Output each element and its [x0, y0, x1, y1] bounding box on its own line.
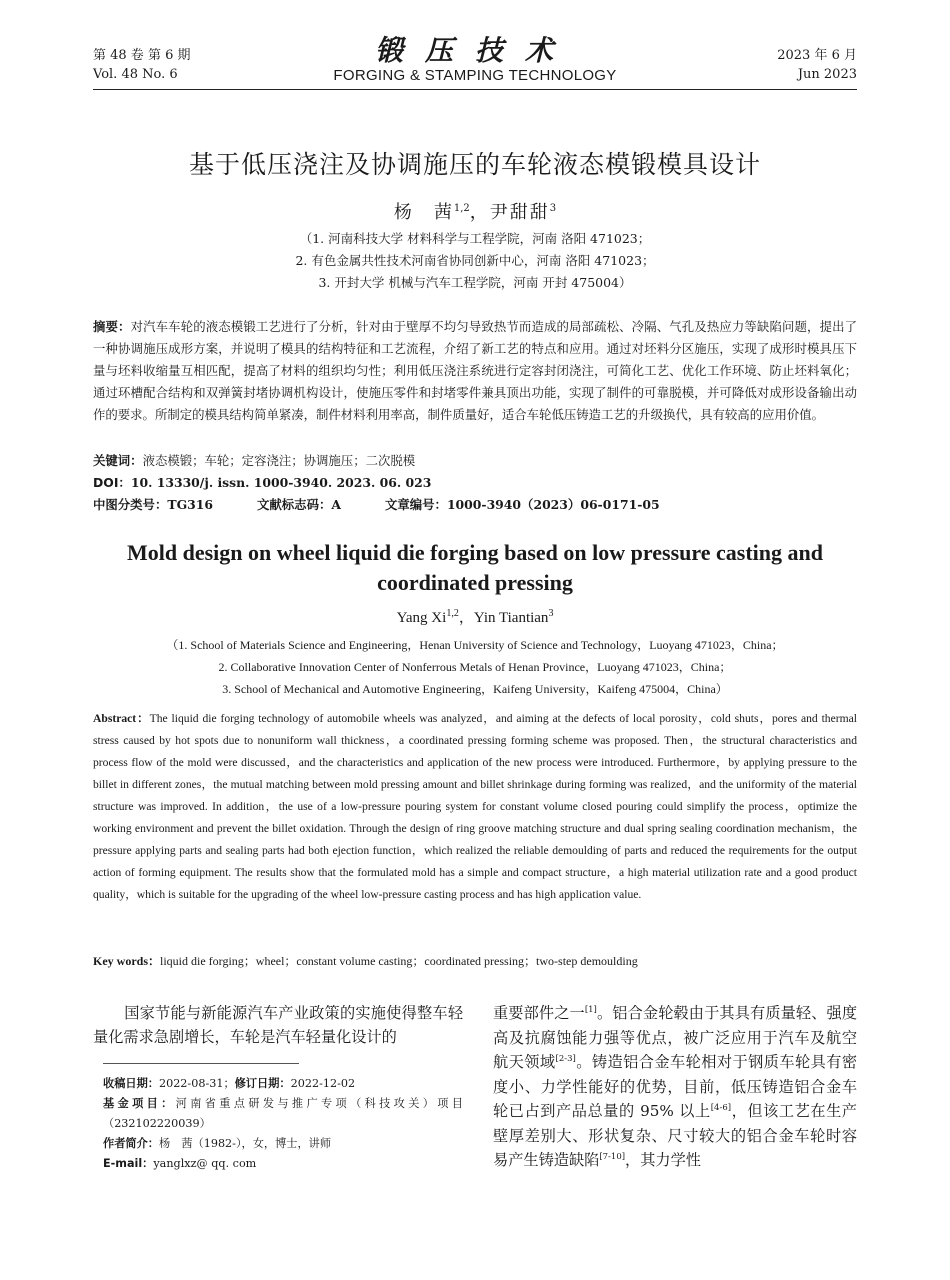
author-affiliation-mark: 3 [549, 203, 557, 214]
author-name: 尹甜甜 [489, 202, 550, 223]
body-text: 。铝合金轮毂由于其具有质量轻、强度高及抗腐蚀能力强等优点，被广泛应用于汽车及航空航天领域 [493, 1004, 858, 1071]
body-text: ，其力学性 [625, 1151, 701, 1169]
clc-value: TG316 [167, 497, 214, 512]
article-number-value: 1000-3940（2023）06-0171-05 [446, 497, 660, 512]
abstract-en [93, 708, 857, 906]
author-affiliation-mark: 1,2 [446, 608, 459, 619]
paper-title-cn: 基于低压浇注及协调施压的车轮液态模锻模具设计 [188, 150, 761, 179]
footnote-author [103, 1134, 463, 1154]
authors-en [0, 606, 950, 627]
body-column-left [93, 1001, 463, 1049]
author-name: Yin Tiantian [473, 610, 549, 626]
paper-title-en: Mold design on wheel liquid die forging based on low pressure casting and coordinated pressing [127, 540, 823, 595]
footnote-fund [103, 1094, 463, 1134]
received-label: 收稿日期： [103, 1077, 159, 1090]
fund-text: 河南省重点研发与推广专项（科技攻关）项目（232102220039） [103, 1097, 463, 1130]
keywords-en-text: liquid die forging；wheel；constant volume casting；coordinated pressing；two-step demoulding [160, 954, 638, 968]
journal-title-en: FORGING & STAMPING TECHNOLOGY [333, 67, 617, 84]
body-column-right [493, 1001, 857, 1173]
keywords-en-label: Key words： [93, 954, 160, 968]
fund-label: 基金项目： [103, 1097, 176, 1110]
abstract-cn [93, 316, 857, 426]
body-text: 。铸造铝合金车轮相对于钢质车轮具有密度小、力学性能好的优势，目前，低压铸造铝合金车轮已占到产品总量的 95% 以上 [493, 1053, 858, 1120]
keywords-cn-text: 液态模锻；车轮；定容浇注；协调施压；二次脱模 [142, 453, 416, 468]
citation: [1] [584, 1004, 597, 1015]
author-affiliation-mark: 3 [548, 608, 554, 619]
affiliation-cn-2: 2. 有色金属共性技术河南省协同创新中心，河南 洛阳 471023； [295, 253, 655, 268]
footnote-dates [103, 1074, 463, 1094]
keywords-cn [93, 451, 857, 471]
abstract-en-label: Abstract： [93, 712, 150, 725]
affiliation-en-2: 2. Collaborative Innovation Center of Nonferrous Metals of Henan Province，Luoyang 471023，China； [218, 660, 732, 674]
clc-label: 中图分类号： [93, 497, 168, 512]
keywords-cn-label: 关键词： [93, 453, 143, 468]
doi-label: DOI： [93, 475, 131, 490]
date-cn: 2023 年 6 月 [777, 48, 857, 63]
abstract-en-text: The liquid die forging technology of automobile wheels was analyzed，and aiming at the defects of local porosity，cold shuts，pores and thermal stress caused by hot spots due to nonuniform wall thickness，a coordinated pressing forming scheme was proposed. Then，the structural characteristics and process flow of the mold were discussed，and the characteristics and application of the new process were introduced. Furthermore，by applying pressure to the billet in different zones，the mutual matching between mold pressing amount and billet shrinkage during forming was realized，and the uniformity of the material structure was improved. In addition，the use of a low-pressure pouring system for constant volume closed pouring could simplify the process，optimize the working environment and prevent the billet oxidation. Through the design of ring groove matching structure and dual spring sealing coordination mechanism，the pressure applying parts and sealing parts had both ejection function，which realized the reliable demoulding of parts and reduced the requirements for the output action of forming equipment. The results show that the formulated mold has a simple and compact structure，a high material utilization rate and a good product quality，which is suitable for the upgrading of the wheel low-pressure casting process and has high application value. [93, 712, 857, 901]
affiliation-en-1: （1. School of Materials Science and Engineering，Henan University of Science and Technology，Luoyang 471023，China； [166, 638, 784, 652]
citation: [7-10] [599, 1151, 626, 1162]
header-divider [93, 89, 857, 90]
email-label: E-mail： [103, 1157, 154, 1170]
article-number-label: 文章编号： [384, 497, 447, 512]
citation: [4-6] [710, 1102, 732, 1113]
issue-en: Vol. 48 No. 6 [93, 67, 178, 82]
doc-code-value: A [331, 497, 341, 512]
email-value: yanglxz@ qq. com [153, 1157, 257, 1170]
body-paragraph: 国家节能与新能源汽车产业政策的实施使得整车轻量化需求急剧增长，车轮是汽车轻量化设计的 [93, 1004, 463, 1046]
author-affiliation-mark: 1,2 [453, 203, 470, 214]
received-date: 2022-08-31； [158, 1077, 235, 1090]
revised-label: 修订日期： [234, 1077, 291, 1090]
authors-cn [0, 198, 950, 224]
footnote-email [103, 1154, 463, 1174]
doi-value: 10. 13330/j. issn. 1000-3940. 2023. 06. 023 [130, 475, 432, 490]
keywords-en [93, 952, 857, 969]
citation: [2-3] [555, 1053, 576, 1064]
author-separator: ， [469, 202, 490, 223]
journal-title-cn: 锻压技术 [374, 34, 575, 67]
affiliation-cn-1: （1. 河南科技大学 材料科学与工程学院，河南 洛阳 471023； [299, 231, 651, 246]
author-separator: ， [458, 610, 474, 626]
affiliation-en-3: 3. School of Mechanical and Automotive Engineering，Kaifeng University，Kaifeng 475004，China） [222, 682, 728, 696]
abstract-cn-label: 摘要： [93, 319, 131, 334]
body-text: ，但该工艺在生产壁厚差别大、形状复杂、尺寸较大的铝合金车轮时容易产生铸造缺陷 [493, 1102, 857, 1169]
body-text: 重要部件之一 [493, 1004, 585, 1022]
classification-line [93, 495, 857, 515]
issue-cn: 第 48 卷 第 6 期 [93, 48, 191, 63]
author-bio-label: 作者简介： [103, 1137, 159, 1150]
footnotes [103, 1074, 463, 1174]
footnote-divider [103, 1063, 299, 1064]
author-name: Yang Xi [396, 610, 447, 626]
revised-date: 2022-12-02 [290, 1077, 356, 1090]
abstract-cn-text: 对汽车车轮的液态模锻工艺进行了分析，针对由于壁厚不均匀导致热节而造成的局部疏松、冷隔、气孔及热应力等缺陷问题，提出了一种协调施压成形方案，并说明了模具的结构特征和工艺流程，介绍了新工艺的特点和应用。通过对坯料分区施压，实现了成形时模具压下量与坯料收缩量互相匹配，提高了材料的组织均匀性；利用低压浇注系统进行定容封闭浇注，可简化工艺、优化工作环境、防止坯料氧化；通过环槽配合结构和双弹簧封堵协调机构设计，使施压零件和封堵零件兼具顶出功能，实现了制件的可靠脱模，并可降低对成形设备输出动作的要求。所制定的模具结构简单紧凑，制件材料利用率高，制件质量好，适合车轮低压铸造工艺的升级换代，具有较高的应用价值。 [93, 319, 858, 422]
author-name: 杨 茜 [393, 202, 454, 223]
date-en: Jun 2023 [797, 67, 857, 82]
author-bio-text: 杨 茜（1982-），女，博士，讲师 [158, 1137, 332, 1150]
doc-code-label: 文献标志码： [257, 497, 332, 512]
issue-date [777, 46, 857, 84]
affiliation-cn-3: 3. 开封大学 机械与汽车工程学院，河南 开封 475004） [318, 275, 632, 290]
doi-line [93, 473, 857, 493]
